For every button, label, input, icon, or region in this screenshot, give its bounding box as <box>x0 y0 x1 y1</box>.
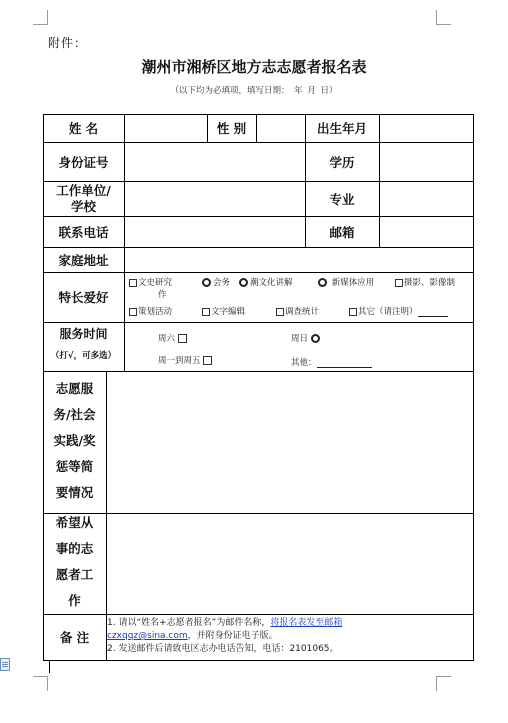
service-time-label: 服务时间 <box>59 326 108 341</box>
gender-field[interactable] <box>256 114 305 142</box>
remarks-notes <box>107 617 472 656</box>
hobby-option-history[interactable]: 文史研究 <box>129 276 172 288</box>
desired-work-field[interactable] <box>106 513 473 614</box>
margin-mark-top-right <box>436 10 451 25</box>
phone-label: 联系电话 <box>58 224 109 240</box>
major-field[interactable] <box>379 181 473 216</box>
other-fill-line <box>418 308 448 317</box>
hobby-option-culture[interactable]: 潮文化讲解 <box>239 276 293 288</box>
page-subtitle: （以下均为必填项，填写日期： 年 月 日） <box>170 86 338 96</box>
note-line-1: 1. 请以“姓名+志愿者报名”为邮件名称，将报名表发至邮箱 <box>107 618 343 628</box>
margin-mark-top-left <box>33 10 48 25</box>
birth-label: 出生年月 <box>316 121 367 136</box>
workplace-field[interactable] <box>124 181 305 216</box>
text-cursor <box>49 661 50 673</box>
address-field[interactable] <box>124 247 473 272</box>
margin-mark-bottom-right <box>436 676 451 691</box>
hobby-option-planning[interactable]: 策划活动 <box>129 305 172 317</box>
gender-label: 性 别 <box>216 121 247 136</box>
birth-field[interactable] <box>379 114 473 142</box>
hobby-option-survey[interactable]: 调查统计 <box>276 305 319 317</box>
checkbox-icon <box>129 279 137 287</box>
education-label: 学历 <box>329 154 355 170</box>
id-number-label: 身份证号 <box>58 154 109 170</box>
note-line-3: 2. 发送邮件后请致电区志办电话告知，电话：2101065。 <box>107 644 339 654</box>
attachment-label: 附件： <box>48 36 88 50</box>
name-label: 姓 名 <box>68 121 99 136</box>
experience-label: 志愿服 务/社会 实践/奖 惩等简 要情况 <box>53 381 96 500</box>
remarks-label: 备 注 <box>59 630 90 645</box>
experience-field[interactable] <box>106 371 473 513</box>
service-time-hint: （打√，可多选） <box>50 351 117 361</box>
checkbox-icon <box>129 308 137 316</box>
id-number-field[interactable] <box>124 142 305 181</box>
name-field[interactable] <box>124 114 207 142</box>
other-fill-line <box>317 359 372 368</box>
service-option-sunday[interactable]: 周日 <box>291 332 322 344</box>
major-label: 专业 <box>329 191 355 207</box>
radio-selected-icon <box>239 278 248 287</box>
address-label: 家庭地址 <box>58 252 109 268</box>
checkbox-icon <box>202 308 210 316</box>
service-option-other[interactable]: 其他： <box>291 356 372 368</box>
workplace-label-line1: 工作单位/ <box>56 182 111 198</box>
checkbox-icon <box>395 279 403 287</box>
radio-selected-icon <box>318 278 327 287</box>
education-field[interactable] <box>379 142 473 181</box>
margin-mark-bottom-left <box>33 676 48 691</box>
document-page-icon[interactable] <box>0 658 10 671</box>
hobby-option-photography-wrap: 作 <box>158 290 167 300</box>
hobby-option-conference[interactable]: 会务 <box>202 276 230 288</box>
email-link[interactable]: czxqqz@sina.com <box>107 631 188 641</box>
radio-selected-icon <box>202 278 211 287</box>
checkbox-icon <box>349 308 357 316</box>
hobby-option-photography[interactable]: 摄影、影像制 <box>395 276 455 288</box>
hobby-option-newmedia[interactable]: 新媒体应用 <box>318 276 374 288</box>
submit-link[interactable]: 将报名表发至邮箱 <box>270 618 343 628</box>
workplace-label-line2: 学校 <box>70 198 96 214</box>
service-option-weekdays[interactable]: 周一到周五 <box>158 354 213 366</box>
checkbox-icon <box>203 356 212 365</box>
email-label: 邮箱 <box>329 224 355 240</box>
email-field[interactable] <box>379 216 473 247</box>
hobbies-label: 特长爱好 <box>58 290 109 305</box>
note-line-2: czxqqz@sina.com，并附身份证电子版。 <box>107 631 278 641</box>
checkbox-icon <box>178 334 187 343</box>
phone-field[interactable] <box>124 216 305 247</box>
radio-selected-icon <box>311 334 320 343</box>
page-title: 潮州市湘桥区地方志志愿者报名表 <box>141 58 367 76</box>
workplace-label <box>43 181 124 216</box>
hobby-option-other[interactable]: 其它（请注明） <box>349 305 448 317</box>
service-option-saturday[interactable]: 周六 <box>158 332 188 344</box>
desired-work-label: 希望从 事的志 愿者工 作 <box>55 515 94 608</box>
hobby-option-editing[interactable]: 文字编辑 <box>202 305 245 317</box>
checkbox-icon <box>276 308 284 316</box>
